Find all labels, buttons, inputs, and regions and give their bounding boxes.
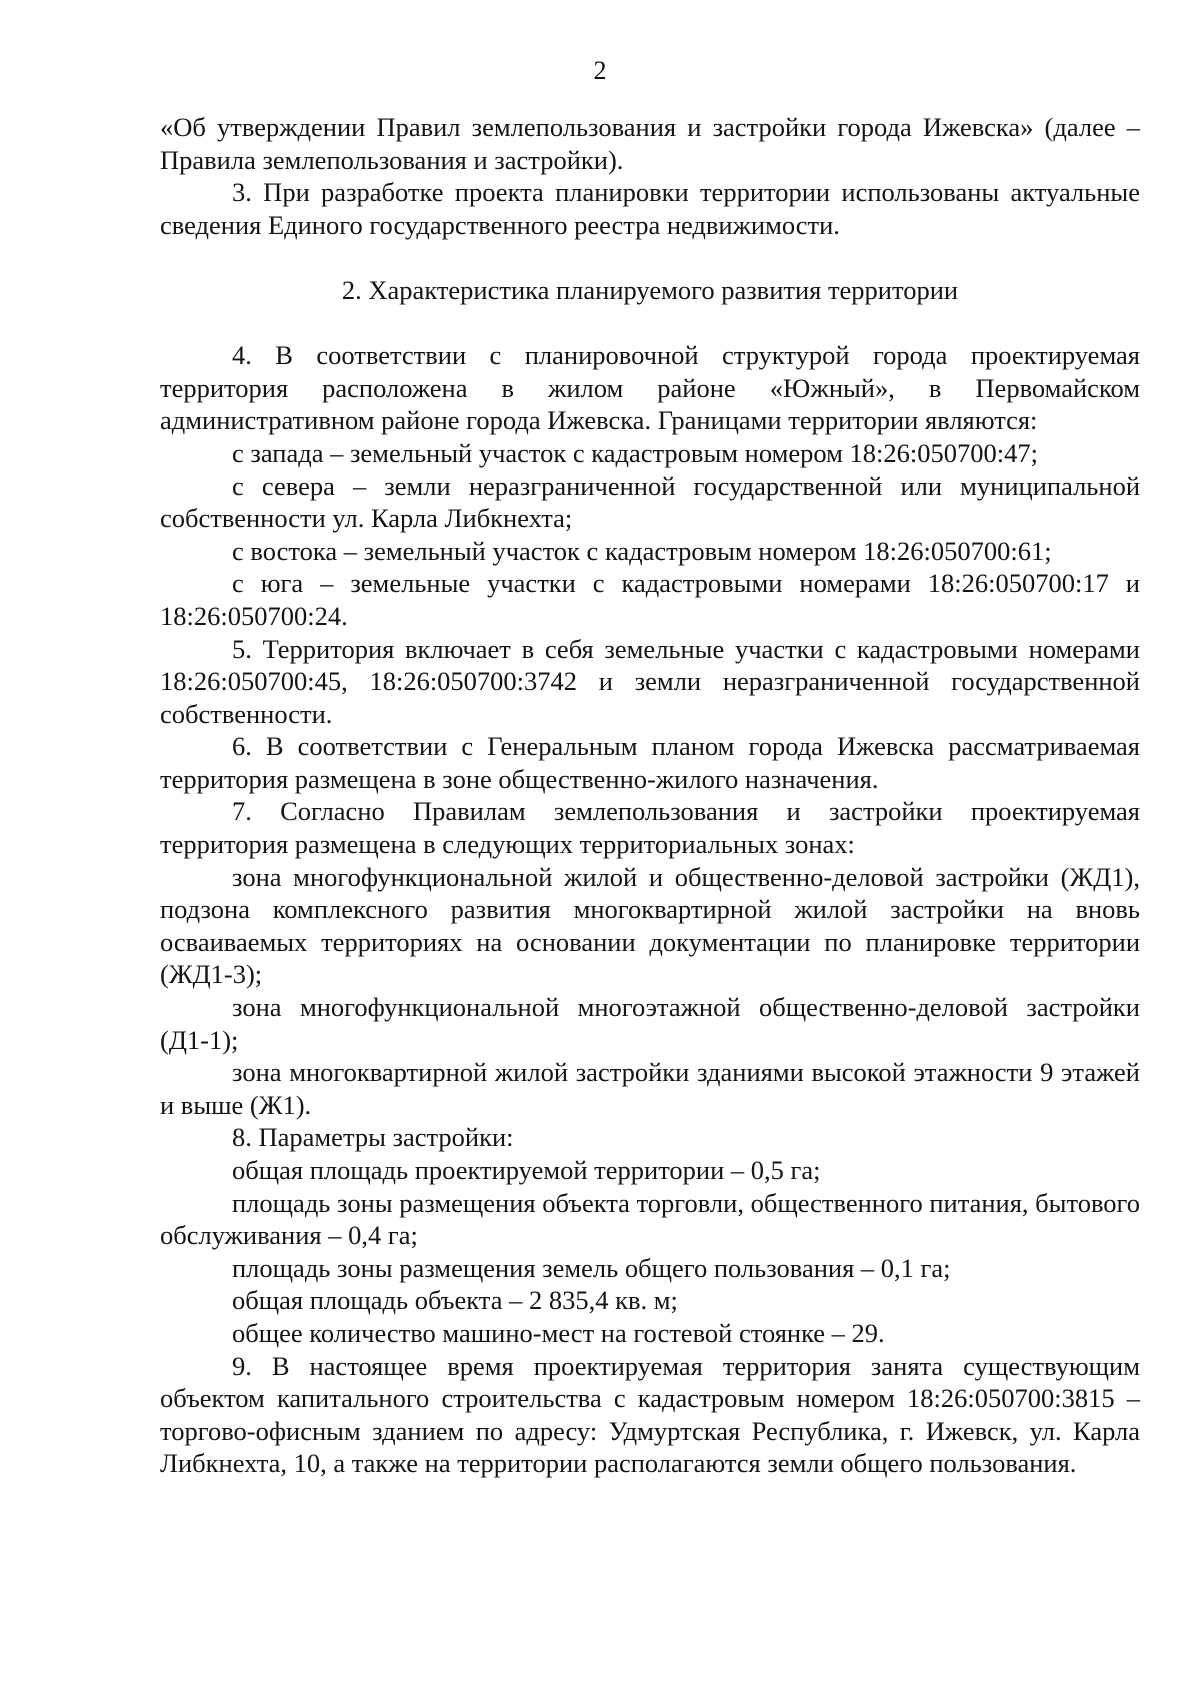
param-public-land-area: площадь зоны размещения земель общего пользования – 0,1 га;	[232, 1252, 951, 1283]
paragraph-5: 5. Территория включает в себя земельные участки с кадастровыми номерами 18:26:050700:45, 18:26:050700:3742 и земли неразграниченной государственной собственности.	[160, 633, 1140, 729]
paragraph-continuation: «Об утверждении Правил землепользования и застройки города Ижевска» (далее – Правила землепользования и застройки).	[160, 112, 1140, 175]
boundary-south: с юга – земельные участки с кадастровыми номерами 18:26:050700:17 и 18:26:050700:24.	[160, 568, 1140, 631]
spacer	[160, 307, 1140, 340]
param-parking-spaces: общее количество машино-мест на гостевой стоянке – 29.	[232, 1317, 885, 1348]
param-object-area: общая площадь объекта – 2 835,4 кв. м;	[232, 1285, 678, 1316]
zone-d1-1: зона многофункциональной многоэтажной общественно-деловой застройки (Д1-1);	[160, 992, 1140, 1055]
spacer	[160, 241, 1140, 274]
section-heading: 2. Характеристика планируемого развития территории	[341, 274, 959, 305]
paragraph-9: 9. В настоящее время проектируемая территория занята существующим объектом капитального строительства с кадастровым номером 18:26:050700:3815 – торгово-офисным зданием по адресу: Удмуртская Республика, г. Ижевск, ул. Карла Либкнехта, 10, а также на территории располагаются земли общего пользования.	[160, 1350, 1140, 1479]
paragraph-3: 3. При разработке проекта планировки территории использованы актуальные сведения Единого государственного реестра недвижимости.	[160, 177, 1140, 240]
boundary-west: с запада – земельный участок с кадастровым номером 18:26:050700:47;	[232, 437, 1038, 468]
paragraph-4: 4. В соответствии с планировочной структурой города проектируемая территория расположена в жилом районе «Южный», в Первомайском административном районе города Ижевска. Границами территории являются:	[160, 340, 1140, 436]
paragraph-7: 7. Согласно Правилам землепользования и застройки проектируемая территория размещена в следующих территориальных зонах:	[160, 796, 1140, 860]
zone-zhd1: зона многофункциональной жилой и общественно-деловой застройки (ЖД1), подзона комплексного развития многоквартирной жилой застройки на вновь осваиваемых территориях на основании документации по планировке территории (ЖД1-3);	[160, 861, 1140, 990]
boundary-north: с севера – земли неразграниченной государственной или муниципальной собственности ул. Карла Либкнехта;	[160, 470, 1140, 534]
boundary-east: с востока – земельный участок с кадастровым номером 18:26:050700:61;	[232, 535, 1052, 566]
param-total-area: общая площадь проектируемой территории – 0,5 га;	[232, 1155, 821, 1185]
paragraph-6: 6. В соответствии с Генеральным планом города Ижевска рассматриваемая территория размещена в зоне общественно-жилого назначения.	[160, 731, 1140, 794]
param-trade-zone-area: площадь зоны размещения объекта торговли, общественного питания, бытового обслуживания – 0,4 га;	[160, 1187, 1140, 1251]
document-body	[160, 111, 1140, 1480]
zone-zh1: зона многоквартирной жилой застройки зданиями высокой этажности 9 этажей и выше (Ж1).	[160, 1057, 1140, 1120]
page-number: 2	[593, 56, 607, 85]
paragraph-8: 8. Параметры застройки:	[232, 1122, 514, 1153]
